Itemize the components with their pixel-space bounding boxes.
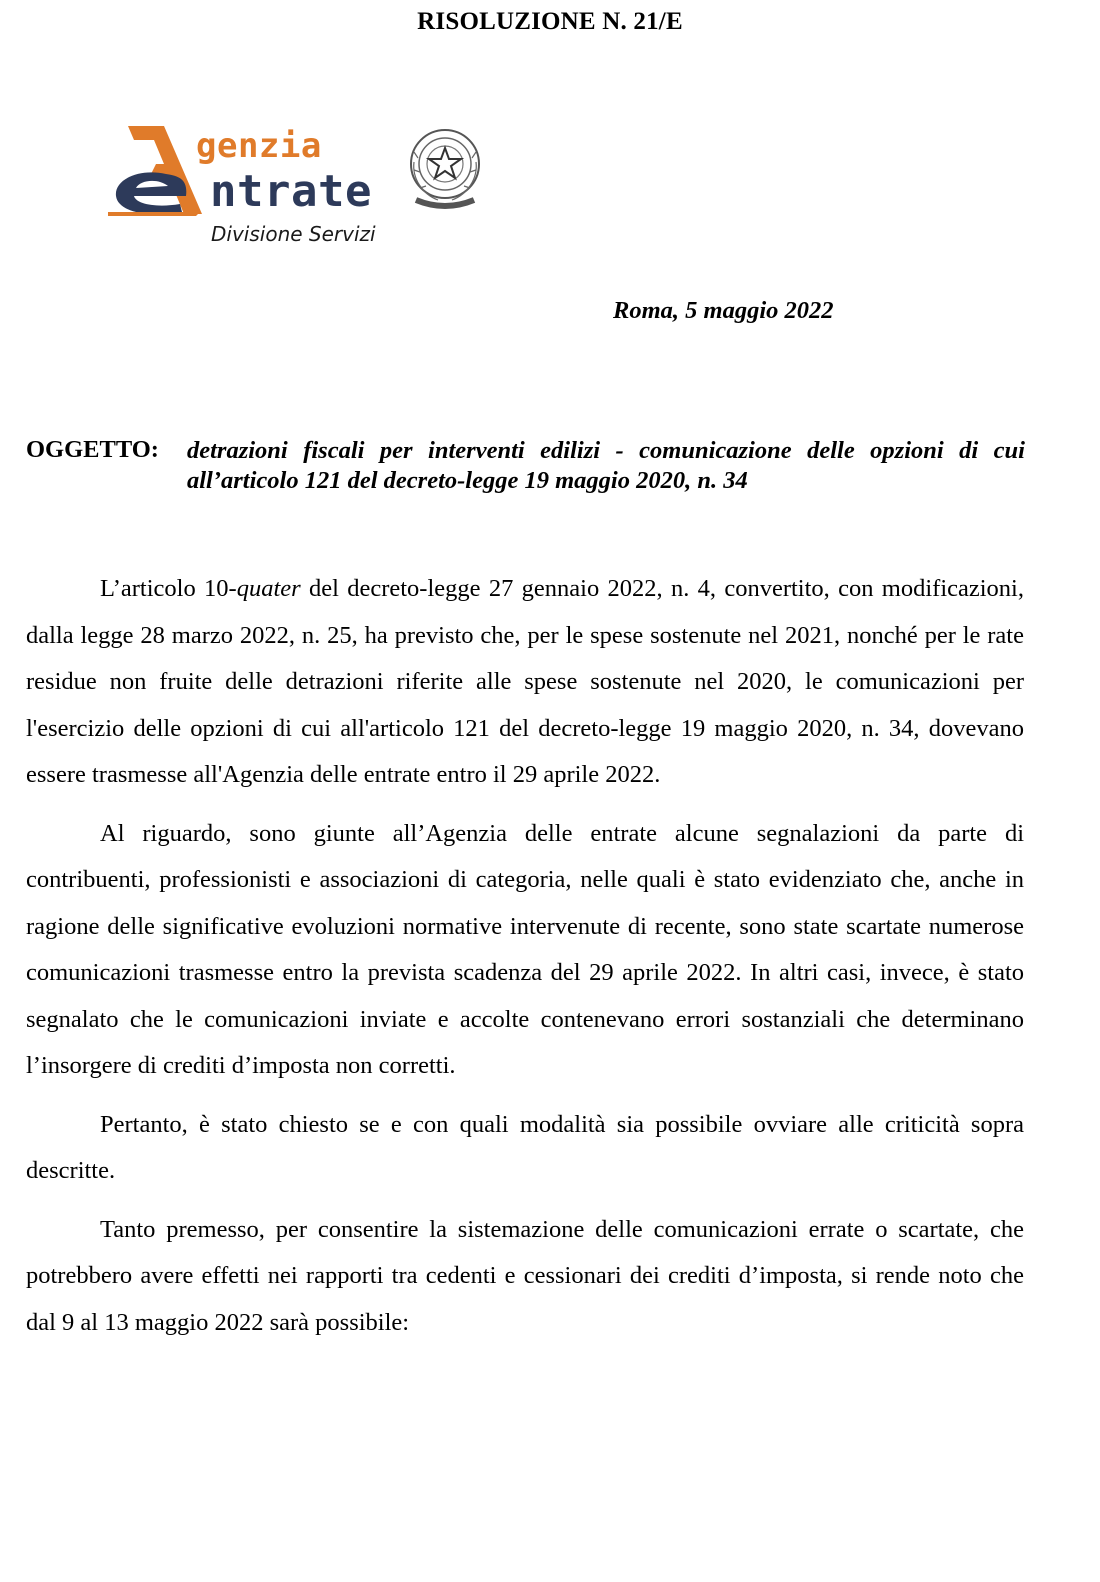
body-paragraph: Al riguardo, sono giunte all’Agenzia delle entrate alcune segnalazioni da parte di contribuenti, professionisti e associazioni di categoria, nelle quali è stato evidenziato che, anche in ragione delle significative evoluzioni normative intervenute di recente, sono state scartate numerose comunicazioni trasmesse entro la prevista scadenza del 29 aprile 2022. In altri casi, invece, è stato segnalato che le comunicazioni inviate e accolte contenevano errori sostanziali che determinano l’insorgere di crediti d’imposta non corretti. xyxy=(26,819,1024,1079)
body-paragraph: Pertanto, è stato chiesto se e con quali modalità sia possibile ovviare alle criticità sopra descritte. xyxy=(26,1110,1024,1184)
paragraph-text-start: L’articolo 10- xyxy=(100,575,237,602)
logo-wordmark-top: genzia xyxy=(196,126,322,166)
paragraph-text-end: del decreto-legge 27 gennaio 2022, n. 4, convertito, con modificazioni, dalla legge 28 marzo 2022, n. 25, ha previsto che, per le spese sostenute nel 2021, nonché per le rate residue non fruite delle detrazioni riferite alle spese sostenute nel 2020, le comunicazioni per l'esercizio delle opzioni di cui all'articolo 121 del decreto-legge 19 maggio 2020, n. 34, dovevano essere trasmesse all'Agenzia delle entrate entro il 29 aprile 2022. xyxy=(26,575,1024,788)
body-paragraph: Tanto premesso, per consentire la sistemazione delle comunicazioni errate o scartate, che potrebbero avere effetti nei rapporti tra cedenti e cessionari dei crediti d’imposta, si rende noto che dal 9 al 13 maggio 2022 sarà possibile: xyxy=(26,1215,1024,1336)
document-body xyxy=(26,566,1024,1358)
logo-division-label: Divisione Servizi xyxy=(211,222,376,246)
agenzia-entrate-logo xyxy=(108,122,488,252)
logo-wordmark-bottom: ntrate xyxy=(210,166,372,217)
body-paragraph xyxy=(26,566,1024,799)
document-title: RISOLUZIONE N. 21/E xyxy=(417,8,683,35)
subject-text: detrazioni fiscali per interventi edilizi - comunicazione delle opzioni di cui all’articolo 121 del decreto-legge 19 maggio 2020, n. 34 xyxy=(187,437,1025,494)
paragraph-italic-term: quater xyxy=(236,575,301,602)
italian-republic-emblem-icon xyxy=(404,122,486,214)
document-date: Roma, 5 maggio 2022 xyxy=(613,297,834,324)
subject-label: OGGETTO: xyxy=(26,436,159,463)
